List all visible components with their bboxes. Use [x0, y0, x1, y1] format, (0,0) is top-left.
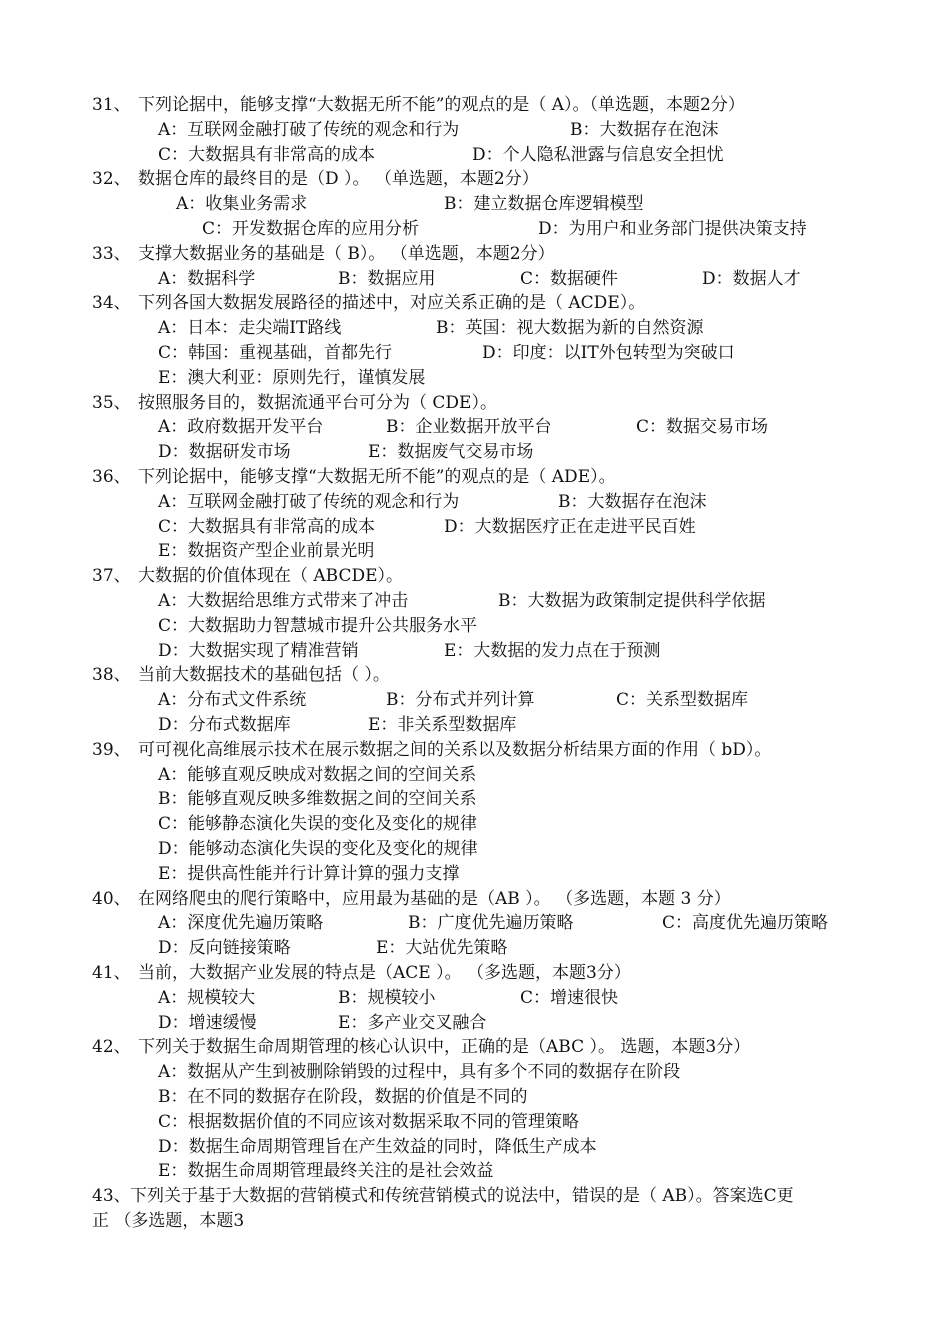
answer-option: B：在不同的数据存在阶段，数据的价值是不同的 — [158, 1087, 528, 1107]
answer-option: A：互联网金融打破了传统的观念和行为 — [158, 491, 460, 512]
answer-option: A：互联网金融打破了传统的观念和行为 — [158, 119, 460, 140]
answer-option: D：能够动态演化失误的变化及变化的规律 — [158, 839, 478, 859]
question-stem-continued: 正 （多选题，本题3 — [92, 1211, 245, 1231]
answer-option: C：增速很快 — [520, 987, 619, 1008]
answer-option: E：数据废气交易市场 — [368, 442, 534, 463]
answer-option: D：大数据实现了精准营销 — [158, 640, 359, 661]
answer-option: C：关系型数据库 — [616, 690, 749, 711]
answer-option: C：大数据助力智慧城市提升公共服务水平 — [158, 615, 478, 636]
answer-option: D：数据研发市场 — [158, 442, 291, 463]
answer-option: B：能够直观反映多维数据之间的空间关系 — [158, 789, 477, 810]
question-stem: 按照服务目的，数据流通平台可分为（ CDE）。 — [138, 392, 497, 413]
question-number: 31、 — [92, 95, 131, 115]
answer-option: B：大数据存在泡沫 — [558, 491, 707, 512]
answer-option: A：数据科学 — [158, 268, 256, 289]
answer-option: B：分布式并列计算 — [386, 690, 535, 711]
answer-option: A：能够直观反映成对数据之间的空间关系 — [158, 764, 477, 785]
question-number: 38、 — [92, 665, 131, 686]
question-stem: 下列关于基于大数据的营销模式和传统营销模式的说法中，错误的是（ AB）。答案选C更 — [130, 1186, 794, 1207]
question-number: 32、 — [92, 169, 131, 190]
answer-option: A：规模较大 — [158, 987, 256, 1008]
answer-option: E：大数据的发力点在于预测 — [444, 640, 661, 661]
answer-option: B：英国：视大数据为新的自然资源 — [436, 318, 704, 339]
answer-option: C：高度优先遍历策略 — [662, 913, 829, 934]
answer-option: B：大数据存在泡沫 — [570, 119, 719, 140]
question-number: 39、 — [92, 739, 131, 760]
question-stem: 数据仓库的最终目的是（D ）。 （单选题，本题2分） — [138, 169, 539, 190]
answer-option: D：大数据医疗正在走进平民百姓 — [444, 516, 696, 537]
question-number: 35、 — [92, 392, 131, 413]
answer-option: E：提供高性能并行计算计算的强力支撑 — [158, 863, 460, 884]
question-stem: 下列关于数据生命周期管理的核心认识中，正确的是（ABC ）。 选题，本题3分） — [138, 1037, 751, 1058]
question-number: 34、 — [92, 293, 131, 314]
answer-option: D：数据人才 — [702, 268, 801, 289]
answer-option: E：非关系型数据库 — [368, 715, 517, 735]
answer-option: B：大数据为政策制定提供科学依据 — [498, 591, 766, 611]
answer-option: A：大数据给思维方式带来了冲击 — [158, 591, 409, 611]
answer-option: C：能够静态演化失误的变化及变化的规律 — [158, 814, 478, 835]
question-stem: 当前，大数据产业发展的特点是（ACE ）。 （多选题，本题3分） — [138, 963, 631, 983]
answer-option: A：深度优先遍历策略 — [158, 913, 324, 934]
answer-option: C：根据数据价值的不同应该对数据采取不同的管理策略 — [158, 1111, 580, 1132]
answer-option: D：个人隐私泄露与信息安全担忧 — [472, 144, 724, 165]
question-stem: 下列各国大数据发展路径的描述中，对应关系正确的是（ ACDE）。 — [138, 293, 646, 314]
question-number: 42、 — [92, 1037, 131, 1058]
question-stem: 支撑大数据业务的基础是（ B）。 （单选题，本题2分） — [138, 243, 555, 264]
answer-option: E：多产业交叉融合 — [338, 1012, 487, 1033]
answer-option: A：收集业务需求 — [176, 194, 308, 215]
question-number: 43、 — [92, 1186, 131, 1207]
answer-option: C：开发数据仓库的应用分析 — [202, 219, 420, 239]
answer-option: A：日本：走尖端IT路线 — [158, 318, 342, 339]
question-number: 41、 — [92, 963, 131, 983]
answer-option: C：韩国：重视基础，首都先行 — [158, 343, 393, 363]
question-number: 33、 — [92, 243, 131, 264]
answer-option: D：为用户和业务部门提供决策支持 — [538, 219, 807, 239]
question-number: 36、 — [92, 467, 131, 487]
answer-option: C：数据硬件 — [520, 268, 619, 289]
answer-option: C：数据交易市场 — [636, 417, 769, 438]
question-stem: 下列论据中，能够支撑“大数据无所不能”的观点的是（ A）。（单选题，本题2分） — [138, 95, 745, 115]
question-stem: 下列论据中，能够支撑“大数据无所不能”的观点的是（ ADE）。 — [138, 467, 616, 487]
answer-option: E：澳大利亚：原则先行，谨慎发展 — [158, 367, 426, 388]
answer-option: A：分布式文件系统 — [158, 690, 307, 711]
question-stem: 可可视化高维展示技术在展示数据之间的关系以及数据分析结果方面的作用（ bD）。 — [138, 739, 772, 760]
answer-option: E：数据资产型企业前景光明 — [158, 541, 375, 562]
answer-option: B：规模较小 — [338, 987, 436, 1008]
question-stem: 当前大数据技术的基础包括（ ）。 — [138, 665, 390, 686]
answer-option: E：数据生命周期管理最终关注的是社会效益 — [158, 1161, 494, 1182]
question-stem: 在网络爬虫的爬行策略中，应用最为基础的是（AB ）。 （多选题，本题 3 分） — [138, 888, 731, 909]
answer-option: D：反向链接策略 — [158, 938, 291, 959]
question-number: 37、 — [92, 566, 131, 587]
answer-option: B：企业数据开放平台 — [386, 417, 552, 438]
answer-option: A：政府数据开发平台 — [158, 417, 324, 438]
answer-option: C：大数据具有非常高的成本 — [158, 144, 376, 165]
answer-option: B：建立数据仓库逻辑模型 — [444, 194, 644, 215]
answer-option: B：广度优先遍历策略 — [408, 913, 574, 934]
answer-option: A：数据从产生到被删除销毁的过程中，具有多个不同的数据存在阶段 — [158, 1062, 681, 1083]
answer-option: D：增速缓慢 — [158, 1012, 257, 1033]
answer-option: D：分布式数据库 — [158, 715, 291, 735]
question-stem: 大数据的价值体现在（ ABCDE）。 — [138, 566, 404, 587]
question-number: 40、 — [92, 888, 131, 909]
answer-option: B：数据应用 — [338, 268, 436, 289]
answer-option: C：大数据具有非常高的成本 — [158, 516, 376, 537]
answer-option: E：大站优先策略 — [376, 938, 508, 959]
answer-option: D：数据生命周期管理旨在产生效益的同时，降低生产成本 — [158, 1136, 597, 1157]
answer-option: D：印度：以IT外包转型为突破口 — [482, 343, 735, 363]
